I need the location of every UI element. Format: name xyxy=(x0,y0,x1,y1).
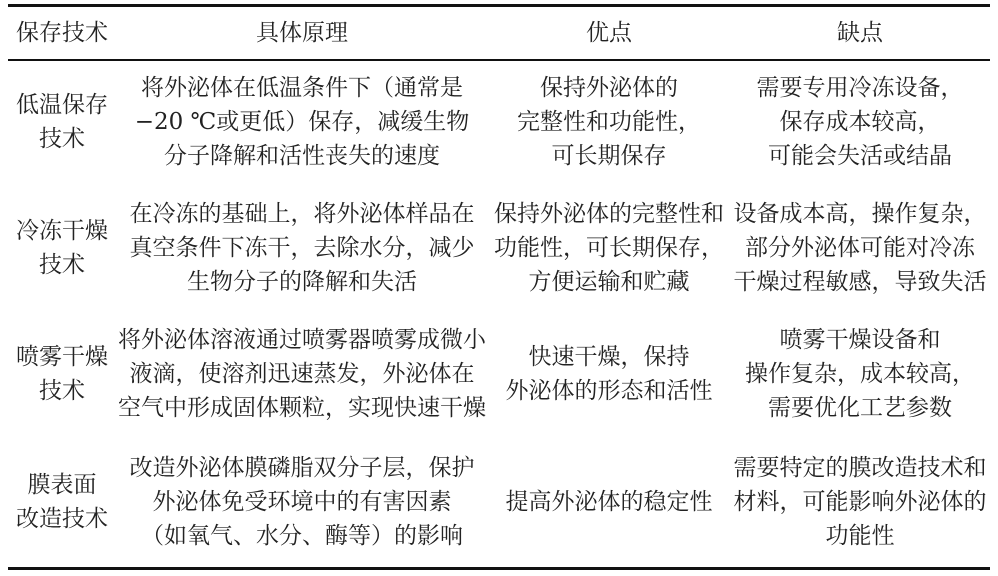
disadvantages-cell-line: 可能会失活或结晶 xyxy=(768,143,952,169)
header-row xyxy=(8,7,990,59)
header-technique: 保存技术 xyxy=(16,20,108,46)
disadvantages-cell-line: 材料，可能影响外泌体的 xyxy=(733,489,987,515)
table-row xyxy=(8,59,990,185)
principle-cell-line: 外泌体免受环境中的有害因素 xyxy=(152,489,452,515)
advantages-cell xyxy=(488,437,730,567)
disadvantages-cell xyxy=(730,59,990,185)
principle-cell-line: 将外泌体溶液通过喷雾器喷雾成微小 xyxy=(118,327,486,353)
principle-cell-line: −20 ℃或更低）保存，减缓生物 xyxy=(134,109,470,135)
principle-cell-line: 真空条件下冻干，去除水分，减少 xyxy=(129,235,475,261)
principle-cell-line: 在冷冻的基础上，将外泌体样品在 xyxy=(129,201,475,227)
storage-techniques-table xyxy=(8,7,990,567)
advantages-cell-line: 快速干燥，保持 xyxy=(528,344,690,370)
advantages-cell-line: 外泌体的形态和活性 xyxy=(505,378,713,404)
principle-cell xyxy=(116,59,488,185)
table-row xyxy=(8,311,990,437)
principle-cell-line: （如氧气、水分、酶等）的影响 xyxy=(141,523,463,549)
disadvantages-cell xyxy=(730,437,990,567)
technique-cell xyxy=(8,185,116,311)
technique-cell-line: 技术 xyxy=(39,378,85,404)
principle-cell-line: 空气中形成固体颗粒，实现快速干燥 xyxy=(118,395,486,421)
technique-cell xyxy=(8,437,116,567)
technique-cell-line: 膜表面 xyxy=(27,472,97,498)
advantages-cell xyxy=(488,311,730,437)
technique-cell xyxy=(8,311,116,437)
disadvantages-cell-line: 干燥过程敏感，导致失活 xyxy=(733,269,987,295)
disadvantages-cell-line: 喷雾干燥设备和 xyxy=(779,327,941,353)
header-disadvantages: 缺点 xyxy=(837,20,883,46)
disadvantages-cell-line: 保存成本较高， xyxy=(779,109,941,135)
technique-cell-line: 冷冻干燥 xyxy=(16,218,108,244)
principle-cell xyxy=(116,185,488,311)
advantages-cell xyxy=(488,59,730,185)
technique-cell-line: 技术 xyxy=(39,252,85,278)
principle-cell-line: 改造外泌体膜磷脂双分子层，保护 xyxy=(129,455,475,481)
principle-cell-line: 分子降解和活性丧失的速度 xyxy=(164,143,440,169)
principle-cell-line: 液滴，使溶剂迅速蒸发，外泌体在 xyxy=(129,361,475,387)
principle-cell xyxy=(116,437,488,567)
advantages-cell xyxy=(488,185,730,311)
technique-cell-line: 技术 xyxy=(39,126,85,152)
principle-cell-line: 生物分子的降解和失活 xyxy=(187,269,417,295)
disadvantages-cell-line: 部分外泌体可能对冷冻 xyxy=(745,235,975,261)
disadvantages-cell-line: 操作复杂，成本较高， xyxy=(745,361,975,387)
disadvantages-cell-line: 功能性 xyxy=(825,523,895,549)
table-row xyxy=(8,185,990,311)
advantages-cell-line: 保持外泌体的完整性和 xyxy=(494,201,724,227)
disadvantages-cell-line: 需要优化工艺参数 xyxy=(768,395,952,421)
principle-cell-line: 将外泌体在低温条件下（通常是 xyxy=(141,75,463,101)
advantages-cell-line: 提高外泌体的稳定性 xyxy=(505,489,713,515)
table-row xyxy=(8,437,990,567)
bottom-rule xyxy=(8,567,990,570)
advantages-cell-line: 功能性，可长期保存， xyxy=(494,235,724,261)
disadvantages-cell-line: 设备成本高，操作复杂， xyxy=(733,201,987,227)
advantages-cell-line: 完整性和功能性， xyxy=(517,109,701,135)
advantages-cell-line: 保持外泌体的 xyxy=(540,75,678,101)
disadvantages-cell-line: 需要特定的膜改造技术和 xyxy=(733,455,987,481)
advantages-cell-line: 方便运输和贮藏 xyxy=(528,269,690,295)
technique-cell-line: 低温保存 xyxy=(16,92,108,118)
header-principle: 具体原理 xyxy=(256,20,348,46)
technique-cell-line: 改造技术 xyxy=(16,506,108,532)
disadvantages-cell-line: 需要专用冷冻设备， xyxy=(756,75,964,101)
technique-cell-line: 喷雾干燥 xyxy=(16,344,108,370)
disadvantages-cell xyxy=(730,311,990,437)
advantages-cell-line: 可长期保存 xyxy=(551,143,667,169)
header-advantages: 优点 xyxy=(586,20,632,46)
principle-cell xyxy=(116,311,488,437)
disadvantages-cell xyxy=(730,185,990,311)
technique-cell xyxy=(8,59,116,185)
